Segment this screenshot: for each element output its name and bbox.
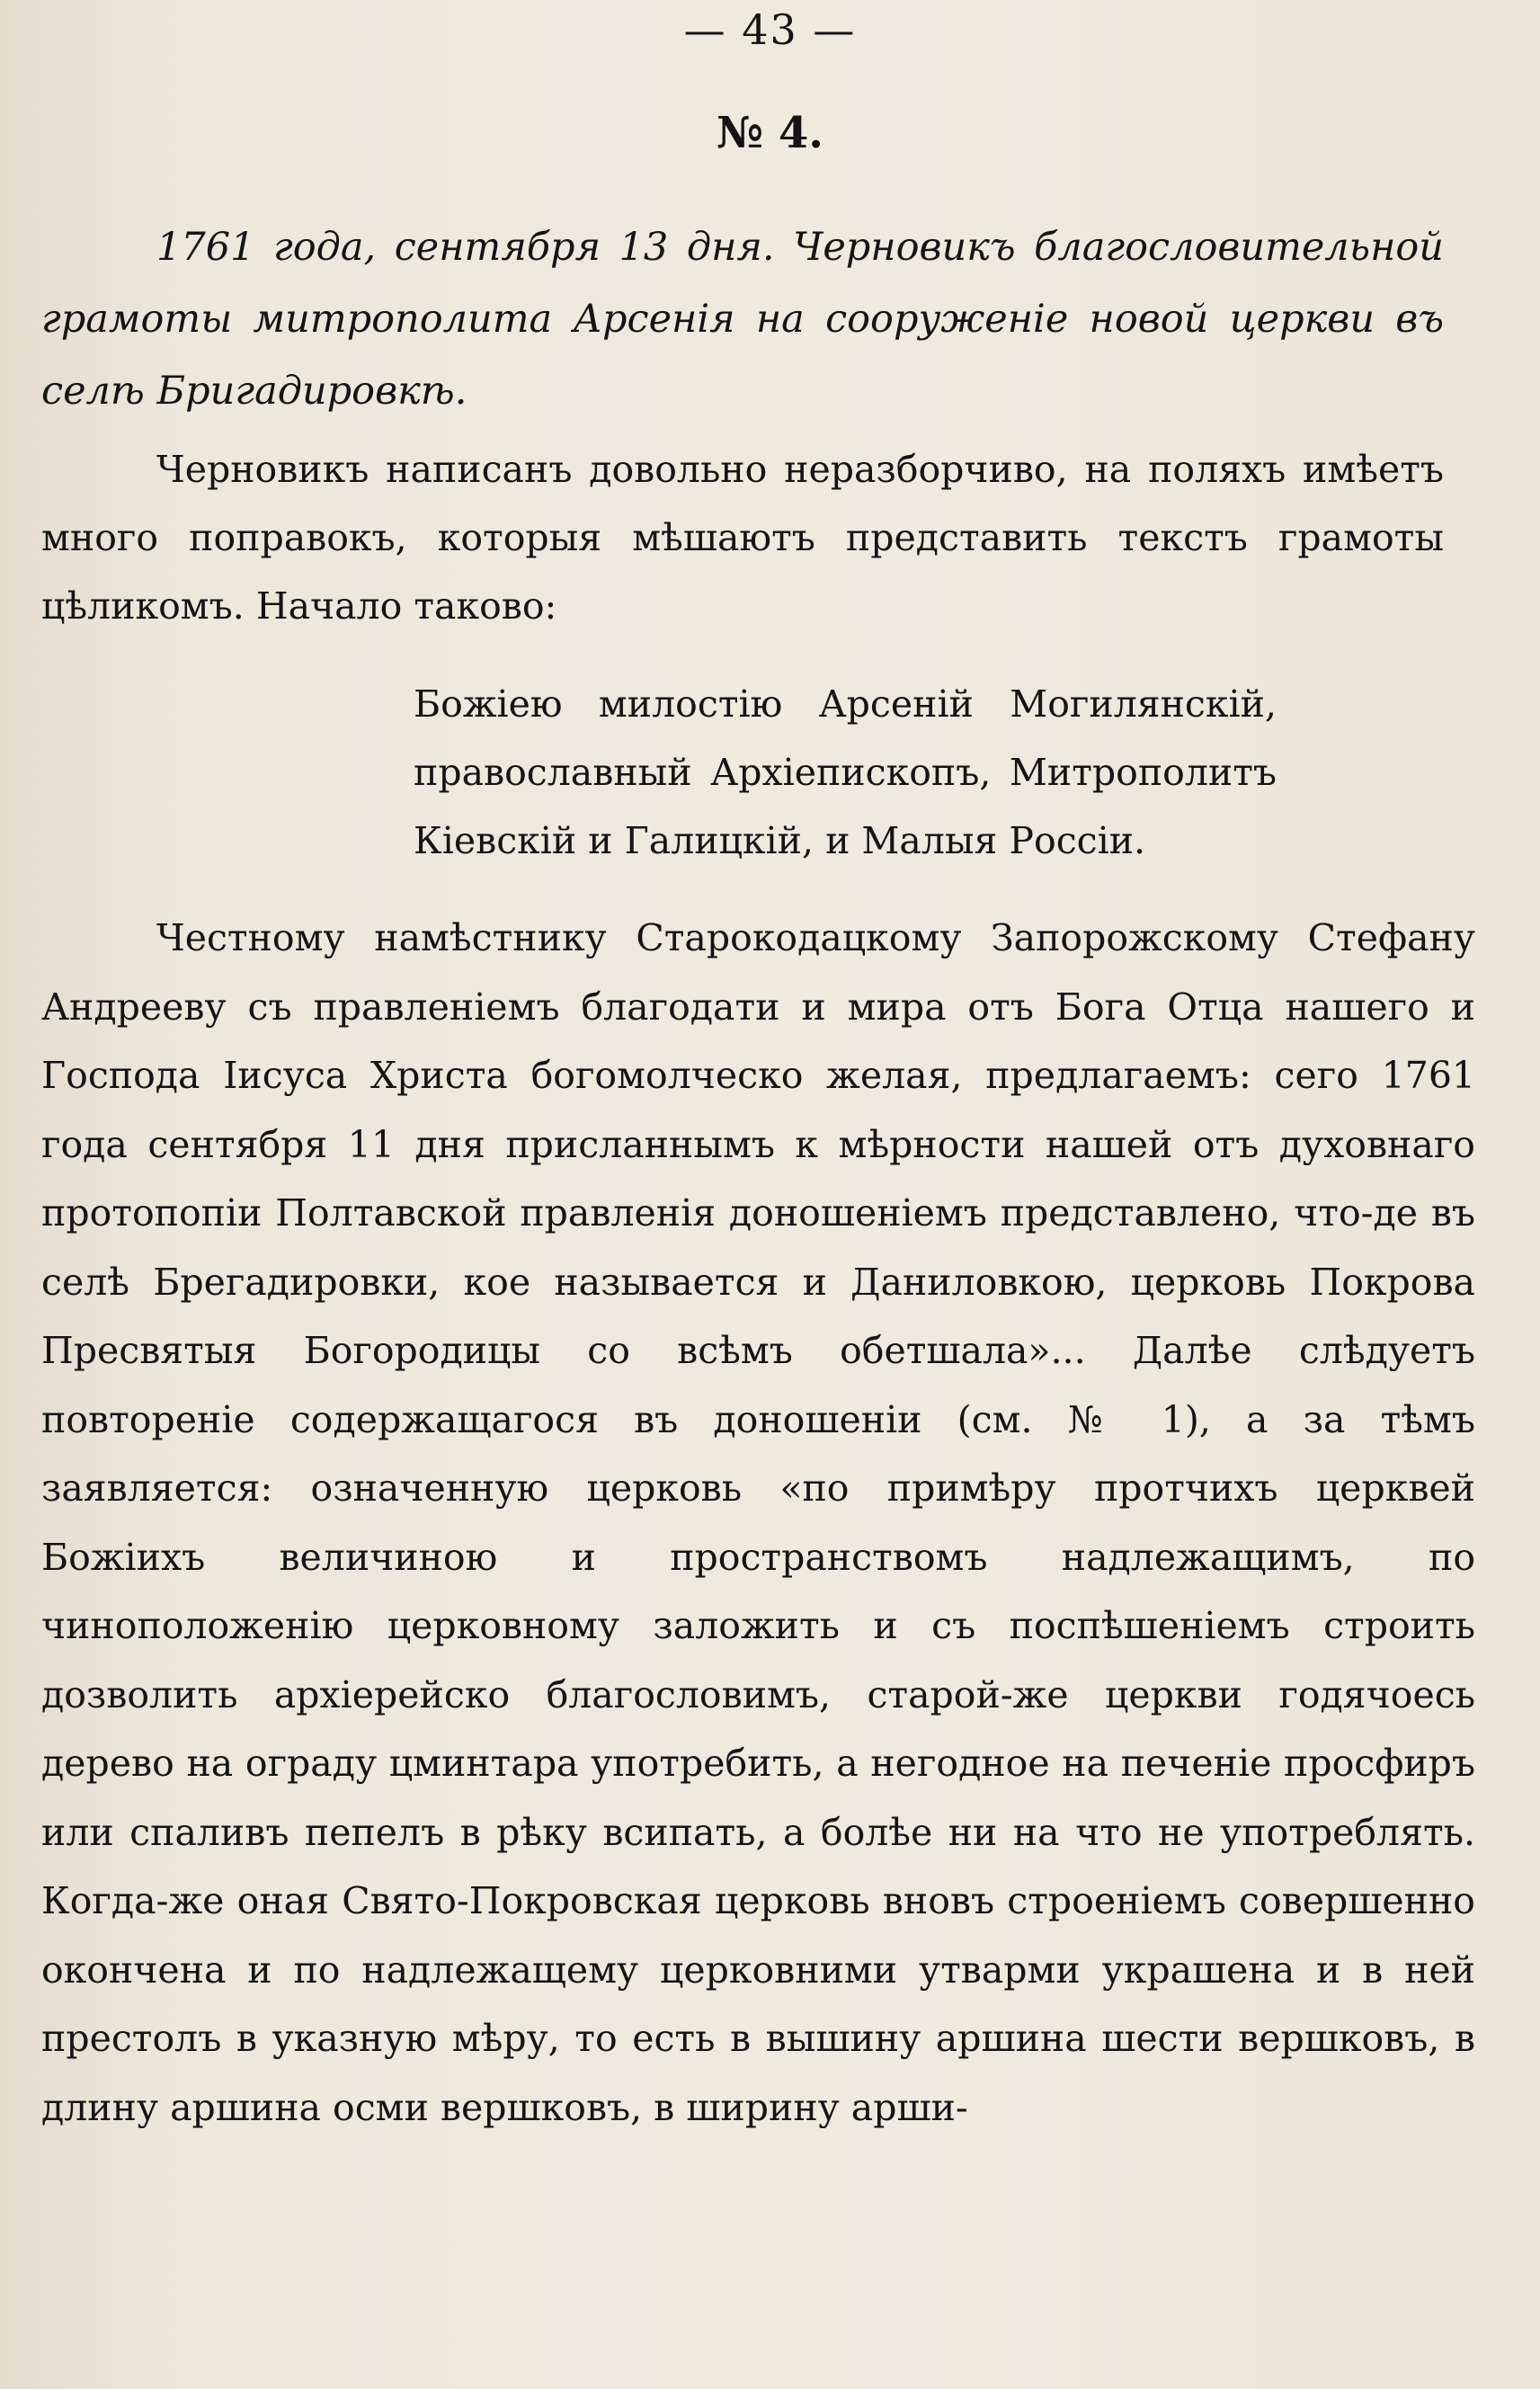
document-number: № 4. — [717, 108, 823, 158]
intro-paragraph: Черновикъ написанъ довольно неразборчиво, на поляхъ имѣетъ много поправокъ, которыя мѣшаютъ представить текстъ грамоты цѣликомъ. Начало таково: — [41, 448, 1444, 628]
page-number: — 43 — — [683, 5, 857, 54]
main-paragraph: Честному намѣстнику Старокодацкому Запорожскому Стефану Андрееву съ правленіемъ благодати и мира отъ Бога Отца нашего и Господа Іисуса Христа богомолческо желая, предлагаемъ: сего 1761 года сентября 11 дня присланнымъ к мѣрности нашей отъ духовнаго протопопіи Полтавской правленія доношеніемъ представлено, что-де въ селѣ Брегадировки, кое называется и Даниловкою, церковь Покрова Пресвятыя Богородицы со всѣмъ обетшала»... Далѣе слѣдуетъ повтореніе содержащагося въ доношеніи (см. № 1), а за тѣмъ заявляется: означенную церковь «по примѣру протчихъ церквей Божіихъ величиною и пространствомъ надлежащимъ, по чиноположенію церковному заложить и съ поспѣшеніемъ строить дозволить архіерейско благословимъ, старой-же церкви годячоесь дерево на ограду цминтара употребить, а негодное на печеніе просфиръ или спаливъ пепелъ в рѣку всипать, а болѣе ни на что не употреблять. Когда-же оная Свято-Покровская церковь вновъ строеніемъ совершенно окончена и по надлежащему церковними утварми украшена и в ней престолъ в указную мѣру, то есть в вышину аршина шести вершковъ, в длину аршина осми вершковъ, в ширину арши- — [41, 916, 1475, 2129]
charter-title-block: Божіею милостію Арсеній Могилянскій, православный Архіепископъ, Митрополитъ Кіевскій и Галицкій, и Малыя Россіи. — [414, 682, 1277, 862]
document-heading: 1761 года, сентября 13 дня. Черновикъ благословительной грамоты митрополита Арсенія на сооруженіе новой церкви въ селѣ Бригадировкѣ. — [41, 225, 1444, 414]
